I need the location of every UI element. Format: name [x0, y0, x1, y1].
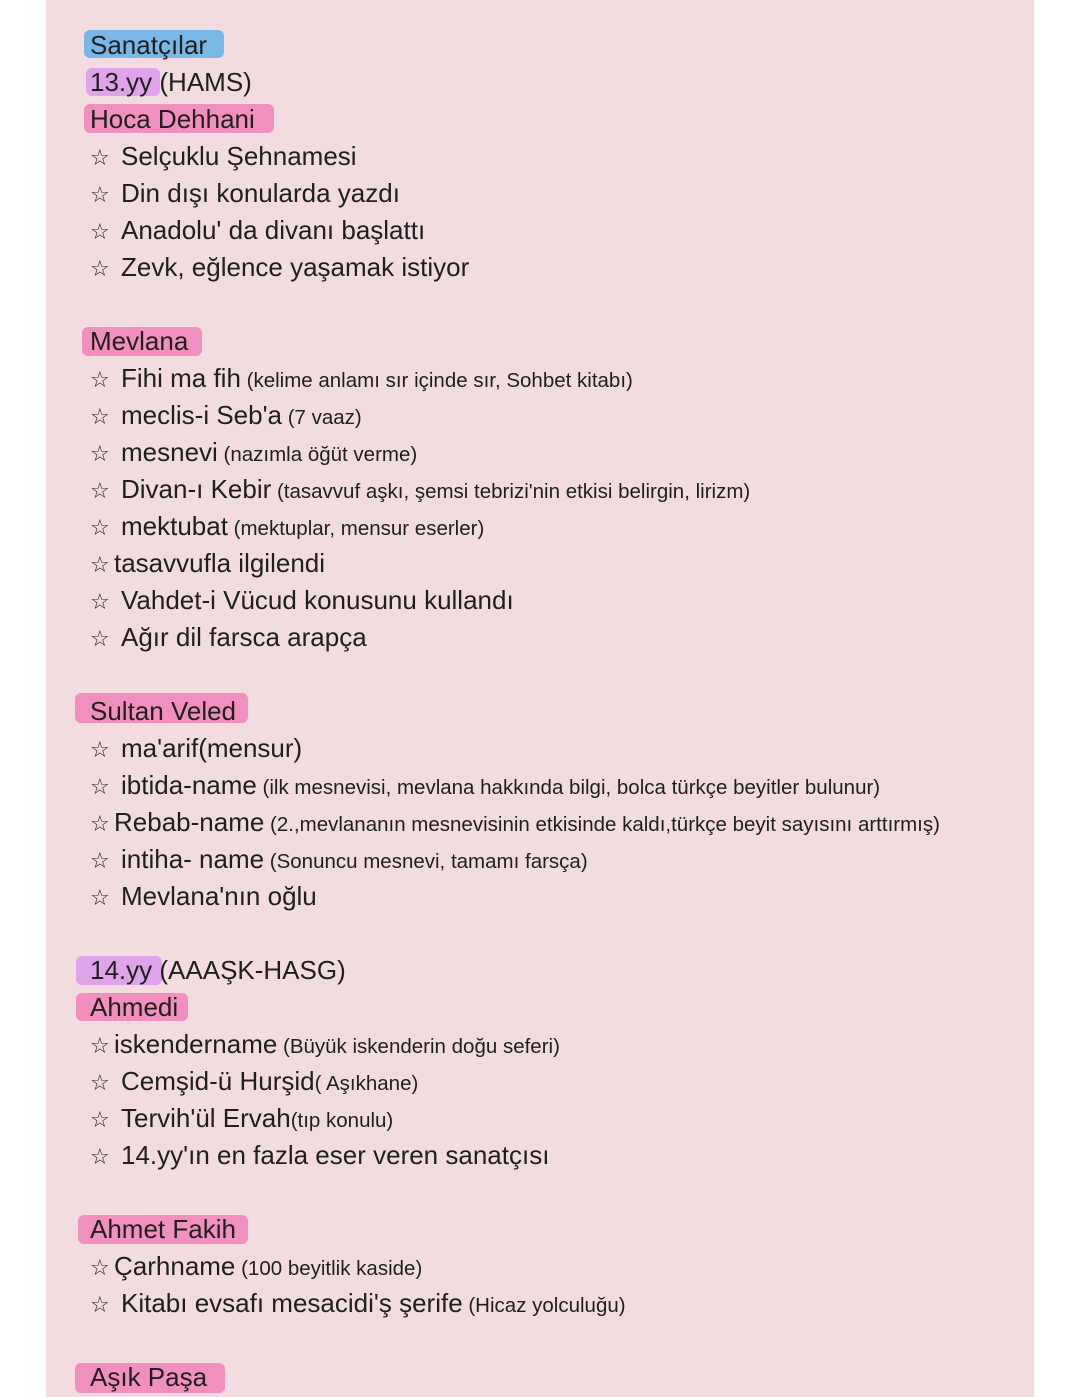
item-main: meclis-i Seb'a: [121, 400, 283, 430]
asik-pasa-name: Aşık Paşa: [90, 1362, 208, 1392]
list-item: [90, 841, 588, 880]
item-main: Zevk, eğlence yaşamak istiyor: [121, 252, 470, 282]
item-main: Vahdet-i Vücud konusunu kullandı: [121, 585, 514, 615]
item-note: (7 vaaz): [282, 406, 362, 429]
star-outline-icon: ☆: [90, 1145, 110, 1170]
star-outline-icon: ☆: [90, 812, 110, 837]
item-main: Fihi ma fih: [121, 363, 241, 393]
item-main: tasavvufla ilgilendi: [114, 548, 326, 578]
hoca-dehhani-name: Hoca Dehhani: [90, 104, 255, 134]
hoca-dehhani-heading: [90, 101, 255, 137]
list-item: [90, 767, 880, 806]
century13-heading: [90, 64, 252, 100]
item-main: Ağır dil farsca arapça: [121, 622, 367, 652]
century14-label: 14.yy: [90, 955, 153, 985]
star-outline-icon: ☆: [90, 1256, 110, 1281]
list-item: [90, 212, 425, 251]
item-main: Divan-ı Kebir: [121, 474, 272, 504]
list-item: [90, 730, 302, 769]
star-outline-icon: ☆: [90, 590, 110, 615]
item-main: 14.yy'ın en fazla eser veren sanatçısı: [121, 1140, 550, 1170]
star-outline-icon: ☆: [90, 849, 110, 874]
list-item: [90, 138, 357, 177]
star-outline-icon: ☆: [90, 553, 110, 578]
ahmedi-heading: [90, 989, 178, 1025]
list-item: [90, 508, 484, 547]
list-item: [90, 471, 750, 510]
item-main: ma'arif(mensur): [121, 733, 303, 763]
list-item: [90, 545, 325, 584]
star-outline-icon: ☆: [90, 1034, 110, 1059]
star-outline-icon: ☆: [90, 257, 110, 282]
item-main: Çarhname: [114, 1251, 236, 1281]
item-note: (tasavvuf aşkı, şemsi tebrizi'nin etkisi belirgin, lirizm): [271, 480, 751, 503]
item-note: (tıp konulu): [290, 1109, 394, 1132]
star-outline-icon: ☆: [90, 146, 110, 171]
item-main: mektubat: [121, 511, 228, 541]
star-outline-icon: ☆: [90, 1071, 110, 1096]
list-item: [90, 434, 417, 473]
century13-label: 13.yy: [90, 67, 153, 97]
star-outline-icon: ☆: [90, 886, 110, 911]
asik-pasa-heading: [90, 1359, 207, 1395]
item-main: Kitabı evsafı mesacidi'ş şerife: [121, 1288, 463, 1318]
item-note: (2.,mevlananın mesnevisinin etkisinde kaldı,türkçe beyit sayısını arttırmış): [264, 813, 940, 836]
list-item: [90, 804, 940, 843]
star-outline-icon: ☆: [90, 1108, 110, 1133]
ahmet-fakih-name: Ahmet Fakih: [90, 1214, 236, 1244]
star-outline-icon: ☆: [90, 183, 110, 208]
list-item: [90, 878, 317, 917]
list-item: [90, 1248, 422, 1287]
item-note: (Büyük iskenderin doğu seferi): [277, 1035, 560, 1058]
sultan-veled-name: Sultan Veled: [90, 696, 237, 726]
star-outline-icon: ☆: [90, 220, 110, 245]
century14-mnemonic: (AAAŞK-HASG): [152, 955, 346, 985]
star-outline-icon: ☆: [90, 479, 110, 504]
item-main: mesnevi: [121, 437, 218, 467]
item-note: (nazımla öğüt verme): [217, 443, 418, 466]
item-main: Tervih'ül Ervah: [121, 1103, 291, 1133]
list-item: [90, 1285, 626, 1324]
item-main: ibtida-name: [121, 770, 257, 800]
star-outline-icon: ☆: [90, 1293, 110, 1318]
list-item: [90, 1100, 393, 1139]
list-item: [90, 1137, 549, 1176]
page-title: [90, 27, 207, 63]
star-outline-icon: ☆: [90, 627, 110, 652]
page-title-text: Sanatçılar: [90, 30, 208, 60]
star-outline-icon: ☆: [90, 405, 110, 430]
item-main: iskendername: [114, 1029, 278, 1059]
ahmedi-name: Ahmedi: [90, 992, 179, 1022]
list-item: [90, 175, 400, 214]
star-outline-icon: ☆: [90, 516, 110, 541]
ahmet-fakih-heading: [90, 1211, 236, 1247]
star-outline-icon: ☆: [90, 775, 110, 800]
item-note: (100 beyitlik kaside): [235, 1257, 423, 1280]
item-main: Din dışı konularda yazdı: [121, 178, 400, 208]
item-note: (kelime anlamı sır içinde sır, Sohbet kitabı): [240, 369, 633, 392]
item-note: (mektuplar, mensur eserler): [227, 517, 485, 540]
item-main: Cemşid-ü Hurşid: [121, 1066, 315, 1096]
item-note: ( Aşıkhane): [314, 1072, 419, 1095]
list-item: [90, 582, 514, 621]
star-outline-icon: ☆: [90, 442, 110, 467]
item-main: intiha- name: [121, 844, 265, 874]
sultan-veled-heading: [90, 693, 236, 729]
item-main: Mevlana'nın oğlu: [121, 881, 317, 911]
item-note: (Sonuncu mesnevi, tamamı farsça): [264, 850, 588, 873]
list-item: [90, 619, 367, 658]
item-note: (ilk mesnevisi, mevlana hakkında bilgi, bolca türkçe beyitler bulunur): [256, 776, 881, 799]
list-item: [90, 1063, 418, 1102]
item-main: Anadolu' da divanı başlattı: [121, 215, 426, 245]
mevlana-heading: [90, 323, 188, 359]
mevlana-name: Mevlana: [90, 326, 189, 356]
item-note: (Hicaz yolculuğu): [462, 1294, 626, 1317]
century13-mnemonic: (HAMS): [152, 67, 252, 97]
star-outline-icon: ☆: [90, 368, 110, 393]
list-item: [90, 397, 362, 436]
item-main: Selçuklu Şehnamesi: [121, 141, 357, 171]
star-outline-icon: ☆: [90, 738, 110, 763]
item-main: Rebab-name: [114, 807, 265, 837]
list-item: [90, 249, 469, 288]
list-item: [90, 360, 633, 399]
century14-heading: [90, 952, 346, 988]
list-item: [90, 1026, 560, 1065]
